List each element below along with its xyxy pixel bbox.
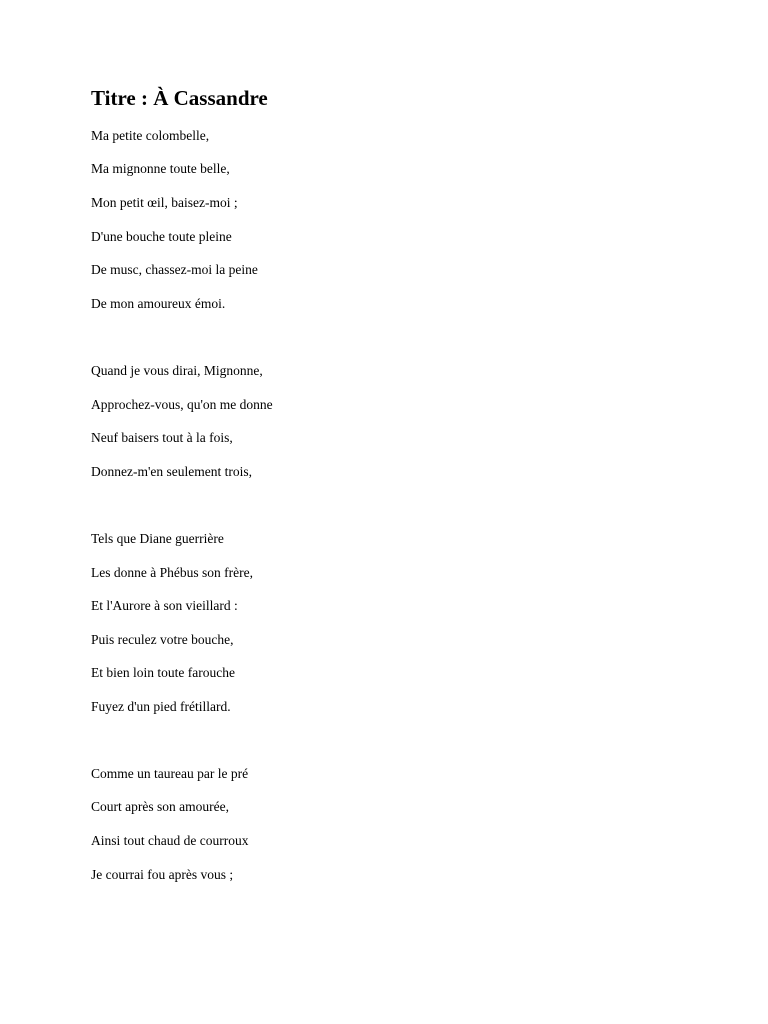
poem-line: Neuf baisers tout à la fois, [91,430,233,445]
poem-line: Tels que Diane guerrière [91,531,224,546]
poem-line: De mon amoureux émoi. [91,296,226,311]
poem-line: Je courrai fou après vous ; [91,867,234,882]
poem-line: Ainsi tout chaud de courroux [91,833,249,848]
poem-line: Et bien loin toute farouche [91,665,235,680]
poem-line: De musc, chassez-moi la peine [91,262,258,277]
poem-line: Et l'Aurore à son vieillard : [91,598,238,613]
poem-line: Ma petite colombelle, [91,128,210,143]
poem-line: Les donne à Phébus son frère, [91,565,253,580]
poem-line: D'une bouche toute pleine [91,229,232,244]
poem-title: Titre : À Cassandre [91,86,268,110]
poem-line: Ma mignonne toute belle, [91,161,230,176]
poem-line: Court après son amourée, [91,799,229,814]
poem-line: Mon petit œil, baisez-moi ; [91,195,238,210]
poem-line: Comme un taureau par le pré [91,766,249,781]
poem-line: Approchez-vous, qu'on me donne [91,397,273,412]
poem-line: Donnez-m'en seulement trois, [91,464,253,479]
poem-line: Fuyez d'un pied frétillard. [91,699,231,714]
poem-line: Quand je vous dirai, Mignonne, [91,363,263,378]
poem-line: Puis reculez votre bouche, [91,632,234,647]
